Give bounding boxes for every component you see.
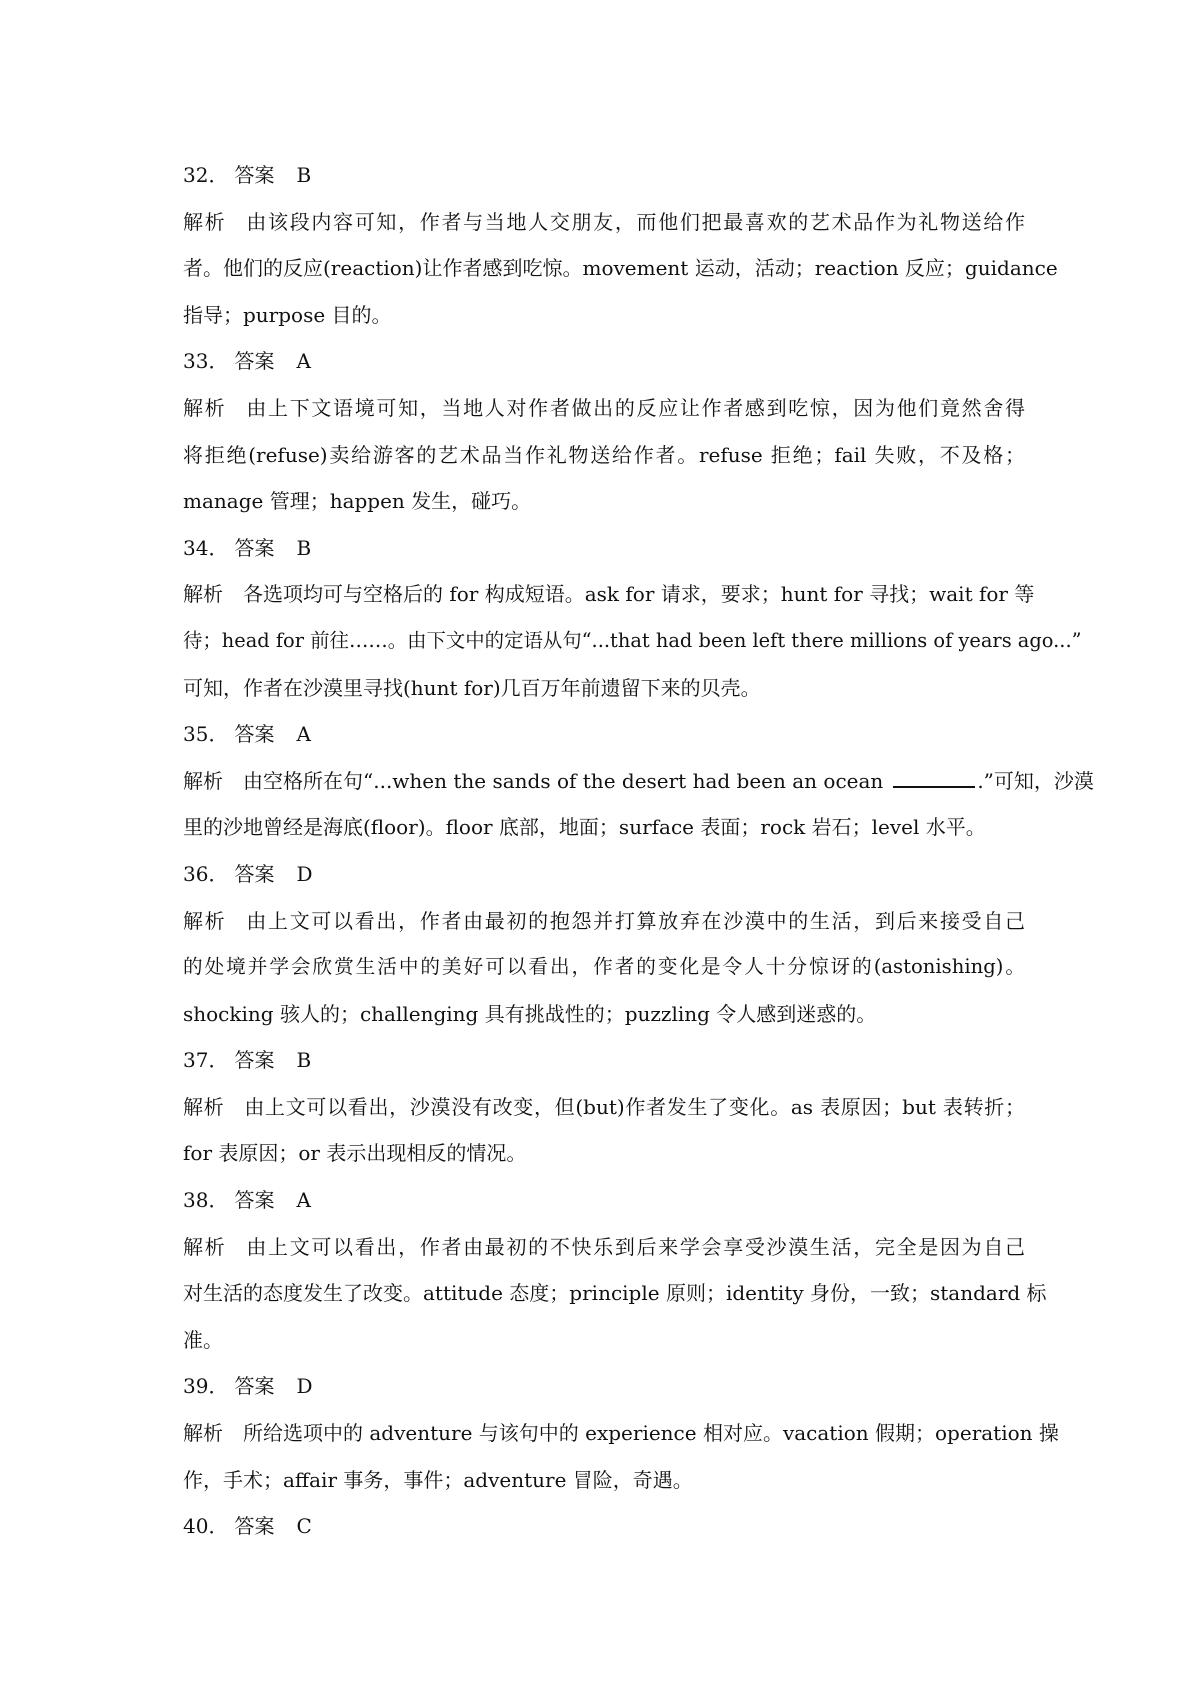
answer-label: 答案: [234, 349, 275, 374]
answer-heading-40: [183, 1503, 1025, 1550]
analysis-line: 的处境并学会欣赏生活中的美好可以看出，作者的变化是令人十分惊讶的(astonishing)。: [183, 955, 1025, 979]
answer-letter: A: [296, 349, 311, 374]
answer-key-page: [183, 152, 1094, 1550]
answer-label: 答案: [234, 1514, 275, 1539]
analysis-label: 解析: [183, 768, 223, 793]
analysis-label: 解析: [183, 209, 227, 234]
question-number: 35．: [183, 722, 229, 747]
analysis-line: 解析 由空格所在句“...when the sands of the desert had been an ocean .”可知，沙漠: [183, 768, 1094, 793]
question-number: 39．: [183, 1374, 229, 1399]
analysis-line: 解析 所给选项中的 adventure 与该句中的 experience 相对应。vacation 假期；operation 操: [183, 1421, 1059, 1446]
analysis-line: shocking 骇人的；challenging 具有挑战性的；puzzling 令人感到迷惑的。: [183, 1001, 877, 1026]
analysis-line: 待；head for 前往……。由下文中的定语从句“...that had been left there millions of years ago...”: [183, 628, 1082, 652]
answer-heading-37: [183, 1037, 1025, 1084]
analysis-line: 指导；purpose 目的。: [183, 302, 392, 327]
analysis-line: manage 管理；happen 发生，碰巧。: [183, 489, 532, 514]
fill-in-blank: [893, 768, 975, 788]
question-number: 34．: [183, 535, 229, 560]
analysis-line: 解析 由上下文语境可知，当地人对作者做出的反应让作者感到吃惊，因为他们竟然舍得: [183, 395, 1026, 420]
answer-letter: B: [296, 1048, 312, 1073]
question-number: 40．: [183, 1514, 229, 1539]
answer-label: 答案: [234, 1374, 275, 1399]
analysis-line: 将拒绝(refuse)卖给游客的艺术品当作礼物送给作者。refuse 拒绝；fail 失败，不及格；: [183, 442, 1025, 467]
answer-heading-38: [183, 1177, 1025, 1224]
analysis-line: 解析 由上文可以看出，沙漠没有改变，但(but)作者发生了变化。as 表原因；but 表转折；: [183, 1094, 1025, 1119]
answer-letter: C: [296, 1514, 312, 1539]
answer-label: 答案: [234, 861, 275, 886]
answer-heading-35: [183, 711, 1025, 758]
answer-letter: D: [296, 861, 313, 886]
analysis-line: 对生活的态度发生了改变。attitude 态度；principle 原则；identity 身份，一致；standard 标: [183, 1281, 1047, 1306]
answer-heading-33: [183, 338, 1025, 385]
answer-letter: B: [296, 535, 312, 560]
answer-heading-32: [183, 152, 1025, 199]
analysis-line: 里的沙地曾经是海底(floor)。floor 底部，地面；surface 表面；rock 岩石；level 水平。: [183, 815, 986, 840]
answer-label: 答案: [234, 722, 275, 747]
question-number: 33．: [183, 349, 229, 374]
answer-label: 答案: [234, 535, 275, 560]
answer-label: 答案: [234, 163, 275, 187]
analysis-line: 解析 由上文可以看出，作者由最初的抱怨并打算放弃在沙漠中的生活，到后来接受自己: [183, 908, 1026, 933]
answer-label: 答案: [234, 1188, 275, 1213]
analysis-line: 解析 由该段内容可知，作者与当地人交朋友，而他们把最喜欢的艺术品作为礼物送给作: [183, 209, 1026, 234]
question-number: 38．: [183, 1188, 229, 1213]
analysis-line: 解析 各选项均可与空格后的 for 构成短语。ask for 请求，要求；hunt for 寻找；wait for 等: [183, 582, 1035, 607]
analysis-label: 解析: [183, 395, 227, 420]
analysis-line: 解析 由上文可以看出，作者由最初的不快乐到后来学会享受沙漠生活，完全是因为自己: [183, 1234, 1026, 1259]
analysis-line: 者。他们的反应(reaction)让作者感到吃惊。movement 运动，活动；reaction 反应；guidance: [183, 256, 1058, 281]
question-number: 36．: [183, 861, 229, 886]
answer-letter: B: [296, 163, 312, 187]
analysis-label: 解析: [183, 908, 227, 933]
answer-letter: A: [296, 1188, 311, 1213]
question-number: 37．: [183, 1048, 229, 1073]
answer-heading-36: [183, 851, 1025, 898]
analysis-line: for 表原因；or 表示出现相反的情况。: [183, 1141, 527, 1166]
answer-letter: A: [296, 722, 311, 747]
answer-label: 答案: [234, 1048, 275, 1073]
question-number: 32．: [183, 163, 229, 187]
answer-letter: D: [296, 1374, 313, 1399]
analysis-label: 解析: [183, 1234, 227, 1259]
analysis-line: 准。: [183, 1327, 223, 1352]
analysis-label: 解析: [183, 1421, 223, 1446]
answer-heading-34: [183, 525, 1025, 572]
analysis-label: 解析: [183, 582, 223, 607]
answer-heading-39: [183, 1363, 1025, 1410]
analysis-line: 作，手术；affair 事务，事件；adventure 冒险，奇遇。: [183, 1467, 693, 1492]
analysis-label: 解析: [183, 1094, 225, 1119]
analysis-line: 可知，作者在沙漠里寻找(hunt for)几百万年前遗留下来的贝壳。: [183, 675, 761, 700]
